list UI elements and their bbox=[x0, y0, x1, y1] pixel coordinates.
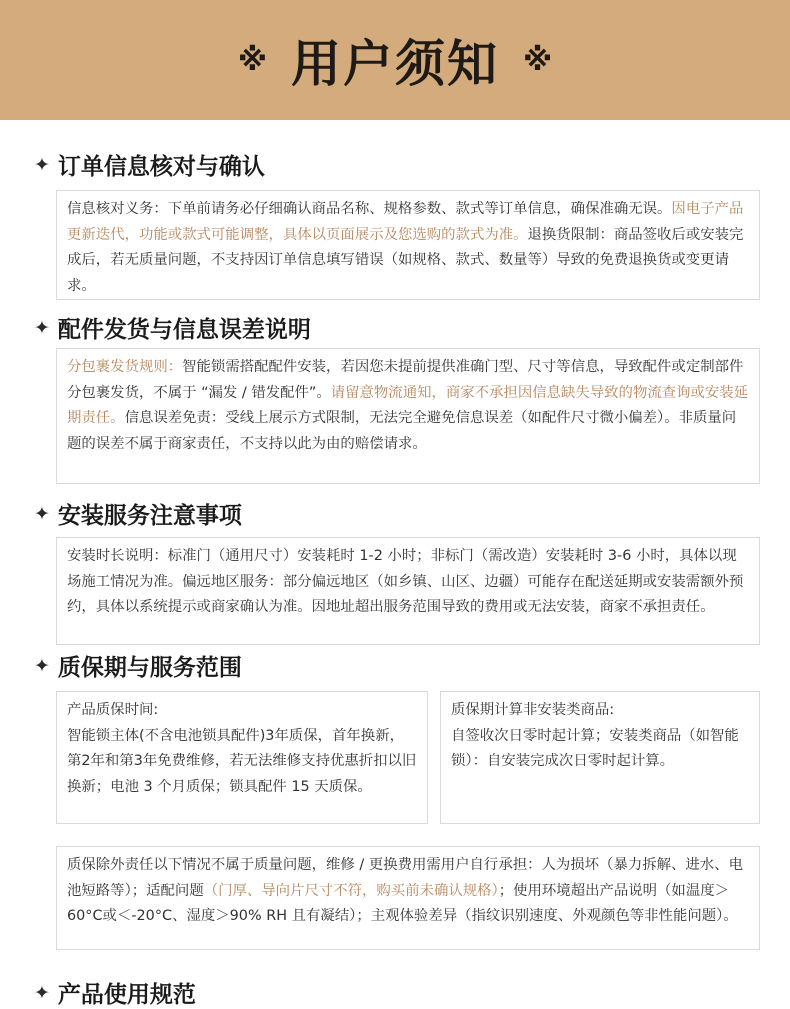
order-text-1: 信息核对义务：下单前请务必仔细确认商品名称、规格参数、款式等订单信息，确保准确无误。 bbox=[67, 201, 672, 217]
section-title: 安装服务注意事项 bbox=[57, 503, 242, 529]
shipping-highlight-1: 分包裹发货规则： bbox=[67, 359, 183, 375]
warranty-period-heading: 产品质保时间: bbox=[67, 702, 159, 718]
section-title: 产品使用规范 bbox=[57, 982, 196, 1008]
warranty-period-text: 智能锁主体(不含电池锁具配件)3年质保，首年换新，第2年和第3年免费维修，若无法维修支持优惠折扣以旧换新；电池 3 个月质保；锁具配件 15 天质保。 bbox=[67, 727, 417, 795]
sparkle-icon: ✦ bbox=[34, 981, 50, 1004]
warranty-calc-text: 自签收次日零时起计算；安装类商品（如智能锁）：自安装完成次日零时起计算。 bbox=[451, 727, 739, 769]
exclusions-text-1: 质保除外责任以下情况不属于质量问题，维修 / 更换费用需用户自行承担：人为损坏（暴力拆解、进水、电池短路等）；适配问题 bbox=[67, 857, 743, 899]
sparkle-icon: ✦ bbox=[34, 502, 50, 525]
warranty-calc-heading: 质保期计算非安装类商品: bbox=[451, 702, 615, 718]
shipping-text-1: 智能锁需搭配配件安装，若因您未提前提供准确门型、尺寸等信息，导致配件或定制部件分包裹发货，不属于 “漏发 / 错发配件”。 bbox=[67, 359, 744, 401]
shipping-text-2: 信息误差免责：受线上展示方式限制，无法完全避免信息误差（如配件尺寸微小偏差）。非质量问题的误差不属于商家责任，不支持以此为由的赔偿请求。 bbox=[67, 410, 737, 452]
sparkle-icon: ✦ bbox=[34, 316, 50, 339]
section-order-heading bbox=[34, 148, 265, 181]
section-title: 配件发货与信息误差说明 bbox=[57, 317, 311, 343]
section-install-heading bbox=[34, 497, 242, 530]
order-info-box bbox=[56, 190, 760, 300]
warranty-calc-box bbox=[440, 691, 760, 824]
reference-mark-left: ※ bbox=[237, 42, 267, 78]
sparkle-icon: ✦ bbox=[34, 153, 50, 176]
shipping-highlight-2: 请留意物流通知，商家不承担因信息缺失导致的物流查询或安装延期责任。 bbox=[67, 384, 749, 426]
order-text-2: 退换货限制：商品签收后或安装完成后，若无质量问题，不支持因订单信息填写错误（如规格、款式、数量等）导致的免费退换货或变更请求。 bbox=[67, 226, 744, 294]
section-warranty-heading bbox=[34, 649, 242, 682]
section-shipping-heading bbox=[34, 311, 311, 344]
section-title: 订单信息核对与确认 bbox=[57, 154, 265, 180]
sparkle-icon: ✦ bbox=[34, 654, 50, 677]
shipping-info-box bbox=[56, 348, 760, 484]
section-title: 质保期与服务范围 bbox=[57, 655, 242, 681]
exclusions-highlight: （门厚、导向片尺寸不符，购买前未确认规格） bbox=[203, 882, 499, 899]
page-title: 用户须知 bbox=[291, 35, 499, 93]
warranty-exclusions-box bbox=[56, 846, 760, 950]
section-usage-heading bbox=[34, 976, 196, 1009]
order-highlight: 因电子产品更新迭代，功能或款式可能调整，具体以页面展示及您选购的款式为准。 bbox=[67, 201, 744, 243]
reference-mark-right: ※ bbox=[523, 42, 553, 78]
install-text: 安装时长说明：标准门（通用尺寸）安装耗时 1-2 小时；非标门（需改造）安装耗时 3-6 小时，具体以现场施工情况为准。偏远地区服务：部分偏远地区（如乡镇、山区、边疆）可能存在配送延期或安装需额外预约，具体以系统提示或商家确认为准。因地址超出服务范围导致的费用或无法安装，商家不承担责任。 bbox=[67, 548, 744, 615]
warranty-period-box bbox=[56, 691, 428, 824]
install-info-box bbox=[56, 537, 760, 645]
exclusions-text-2: ；使用环境超出产品说明（如温度＞60°C或＜-20°C、湿度＞90% RH 且有凝结）；主观体验差异（指纹识别速度、外观颜色等非性能问题）。 bbox=[67, 882, 738, 924]
header-banner bbox=[0, 0, 790, 120]
